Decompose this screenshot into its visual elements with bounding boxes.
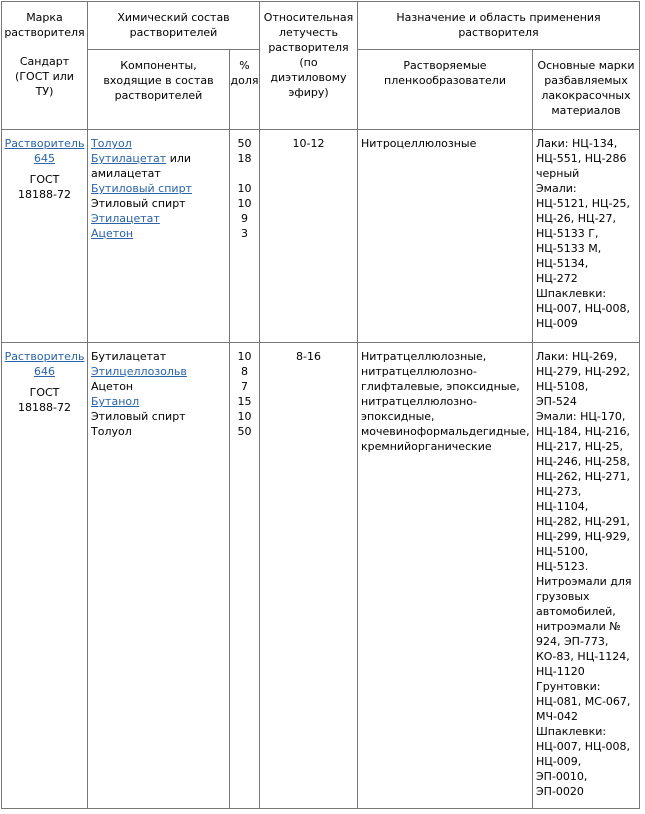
component-item [91, 349, 227, 364]
component-text: амилацетат [91, 167, 161, 180]
standard-header-line: ТУ) [35, 85, 54, 98]
component-item [91, 394, 227, 409]
percent-value [230, 166, 259, 181]
volatility-header-line: эфиру) [288, 86, 329, 99]
component-text: Толуол [91, 425, 132, 438]
component-item [91, 364, 227, 379]
paint-brand-line: нитроэмали № [536, 620, 621, 633]
percent-header-line: % [239, 59, 250, 72]
film-former-line: эпоксидные, [361, 410, 435, 423]
volatility-cell [260, 343, 358, 809]
film-formers-cell [358, 130, 533, 343]
header-row-top [2, 2, 640, 50]
components-header-line: Компоненты, [120, 59, 197, 72]
paint-brand-line: НЦ-007, НЦ-008, [536, 740, 631, 753]
percent-value: 10 [237, 182, 252, 195]
paint-brand-line: НЦ-1120 [536, 665, 585, 678]
percent-header [230, 50, 260, 130]
paint-brand-line: МЧ-042 [536, 710, 578, 723]
paint-brand-line: НЦ-282, НЦ-291, [536, 515, 631, 528]
percent-value: 10 [237, 410, 252, 423]
solvent-link-text[interactable]: 645 [34, 152, 55, 165]
components-header-line: растворителей [114, 89, 203, 102]
paint-brand-line: НЦ-184, НЦ-216, [536, 425, 631, 438]
brand-cell [2, 130, 88, 343]
paint-brand-line: НЦ-273, [536, 485, 582, 498]
volatility-value: 10-12 [292, 137, 325, 150]
paint-brand-line: НЦ-009, [536, 755, 582, 768]
percent-value: 9 [241, 212, 248, 225]
paint-brand-line: ЭП-0020 [536, 785, 584, 798]
purpose-header [358, 2, 640, 50]
component-link[interactable]: Ацетон [91, 227, 134, 240]
component-text: Этиловый спирт [91, 197, 186, 210]
paint-brand-line: Шпаклевки: [536, 725, 607, 738]
paint-brand-line: ЭП-524 [536, 395, 577, 408]
brand-header-line: Марка [26, 11, 63, 24]
volatility-value: 8-16 [296, 350, 321, 363]
gost-line: 18188-72 [18, 188, 71, 201]
component-text: Бутилацетат [91, 350, 167, 363]
components-cell [88, 343, 230, 809]
component-text: Ацетон [91, 380, 134, 393]
purpose-header-line: Назначение и область применения [396, 11, 601, 24]
volatility-header-line: Относительная [263, 11, 354, 24]
paint-brand-line: НЦ-007, НЦ-008, [536, 302, 631, 315]
paint-brand-line: НЦ-5123. [536, 560, 589, 573]
percent-header-line: доля [230, 74, 259, 87]
component-item [91, 226, 227, 241]
paint-brand-line: черный [536, 167, 580, 180]
percent-value: 50 [237, 425, 252, 438]
paint-brand-line: Лаки: НЦ-134, [536, 137, 618, 150]
component-item [91, 409, 227, 424]
table-row [2, 130, 640, 343]
solvent-link-text[interactable]: Растворитель [4, 137, 85, 150]
paint-brands-header [533, 50, 640, 130]
volatility-header-line: (по [299, 56, 318, 69]
component-item [91, 151, 227, 166]
paint-brand-line: НЦ-299, НЦ-929, [536, 530, 631, 543]
paint-brand-line: Эмали: НЦ-170, [536, 410, 626, 423]
components-header-line: входящие в состав [103, 74, 214, 87]
paint-brand-line: НЦ-5108, [536, 380, 589, 393]
gost-standard [4, 385, 85, 415]
paint-brand-line: грузовых [536, 590, 590, 603]
film-former-line: глифталевые, эпоксидные, [361, 380, 520, 393]
brand-header-line: растворителя [4, 26, 85, 39]
film-former-line: Нитроцеллюлозные [361, 137, 477, 150]
percent-value: 15 [237, 395, 252, 408]
paint-brand-line: НЦ-246, НЦ-258, [536, 455, 631, 468]
composition-header-line: Химический состав [117, 11, 230, 24]
volatility-cell [260, 130, 358, 343]
purpose-header-line: растворителя [458, 26, 539, 39]
solvent-link-text[interactable]: Растворитель [4, 350, 85, 363]
component-link[interactable]: Толуол [91, 137, 132, 150]
percent-cell [230, 130, 260, 343]
component-link[interactable]: Этилцеллозольв [91, 365, 187, 378]
film-former-line: нитратцеллюлозно- [361, 365, 477, 378]
gost-line: ГОСТ [29, 386, 60, 399]
percent-value: 3 [241, 227, 248, 240]
film-former-line: мочевиноформальдегидные, [361, 425, 530, 438]
paint-brand-line: КО-83, НЦ-1124, [536, 650, 630, 663]
paint-brand-line: НЦ-081, МС-067, [536, 695, 631, 708]
paint-brands-header-line: Основные марки [537, 59, 635, 72]
solvent-link-text[interactable]: 646 [34, 365, 55, 378]
percent-value: 7 [241, 380, 248, 393]
volatility-header [260, 2, 358, 130]
paint-brand-line: НЦ-262, НЦ-271, [536, 470, 631, 483]
volatility-header-line: диэтиловому [270, 71, 347, 84]
component-item [91, 424, 227, 439]
paint-brand-line: НЦ-5134, [536, 257, 589, 270]
film-former-line: кремнийорганические [361, 440, 492, 453]
component-link[interactable]: Этилацетат [91, 212, 160, 225]
gost-line: ГОСТ [29, 173, 60, 186]
gost-standard [4, 172, 85, 202]
paint-brand-line: НЦ-26, НЦ-27, [536, 212, 617, 225]
paint-brand-line: НЦ-5133 М, [536, 242, 602, 255]
component-link[interactable]: Бутанол [91, 395, 140, 408]
film-formers-cell [358, 343, 533, 809]
brand-header [2, 2, 88, 130]
percent-value: 8 [241, 365, 248, 378]
paint-brand-line: НЦ-217, НЦ-25, [536, 440, 624, 453]
percent-cell [230, 343, 260, 809]
percent-value: 18 [237, 152, 252, 165]
solvent-link[interactable] [4, 136, 85, 166]
film-former-line: Нитратцеллюлозные, [361, 350, 487, 363]
paint-brand-line: ЭП-0010, [536, 770, 588, 783]
component-item [91, 211, 227, 226]
paint-brand-line: Грунтовки: [536, 680, 601, 693]
paint-brand-line: Эмали: [536, 182, 577, 195]
volatility-header-line: растворителя [268, 41, 349, 54]
composition-header [88, 2, 260, 50]
component-item [91, 136, 227, 151]
paint-brand-line: Нитроэмали для [536, 575, 632, 588]
paint-brand-line: НЦ-5133 Г, [536, 227, 599, 240]
paint-brand-line: НЦ-5100, [536, 545, 589, 558]
paint-brand-line: НЦ-279, НЦ-292, [536, 365, 631, 378]
paint-brand-line: Шпаклевки: [536, 287, 607, 300]
paint-brand-line: Лаки: НЦ-269, [536, 350, 618, 363]
gost-line: 18188-72 [18, 401, 71, 414]
components-cell [88, 130, 230, 343]
standard-header-line: Сандарт [19, 55, 70, 68]
paint-brands-header-line: материалов [551, 104, 621, 117]
components-header [88, 50, 230, 130]
paint-brands-cell [533, 130, 640, 343]
paint-brand-line: НЦ-551, НЦ-286 [536, 152, 627, 165]
paint-brand-line: автомобилей, [536, 605, 616, 618]
component-item [91, 379, 227, 394]
component-link[interactable]: Бутиловый спирт [91, 182, 192, 195]
paint-brand-line: НЦ-272 [536, 272, 578, 285]
paint-brands-header-line: лакокрасочных [541, 89, 631, 102]
component-text: Этиловый спирт [91, 410, 186, 423]
film-formers-header-line: Растворяемые [403, 59, 487, 72]
percent-value: 10 [237, 350, 252, 363]
film-formers-header-line: пленкообразователи [384, 74, 506, 87]
paint-brands-cell [533, 343, 640, 809]
composition-header-line: растворителей [129, 26, 218, 39]
component-item [91, 181, 227, 196]
brand-cell [2, 343, 88, 809]
component-item [91, 196, 227, 211]
solvent-link[interactable] [4, 349, 85, 379]
film-former-line: нитратцеллюлозно- [361, 395, 477, 408]
film-formers-header [358, 50, 533, 130]
percent-value: 50 [237, 137, 252, 150]
percent-value: 10 [237, 197, 252, 210]
paint-brand-line: НЦ-009 [536, 317, 578, 330]
paint-brand-line: 924, ЭП-773, [536, 635, 609, 648]
table-row [2, 343, 640, 809]
paint-brands-header-line: разбавляемых [544, 74, 628, 87]
component-link[interactable]: Бутилацетат [91, 152, 167, 165]
component-item [91, 166, 227, 181]
solvents-table [1, 1, 640, 809]
paint-brand-line: НЦ-5121, НЦ-25, [536, 197, 631, 210]
volatility-header-line: летучесть [279, 26, 338, 39]
component-text: или [166, 152, 192, 165]
standard-header-line: (ГОСТ или [15, 70, 74, 83]
paint-brand-line: НЦ-1104, [536, 500, 589, 513]
